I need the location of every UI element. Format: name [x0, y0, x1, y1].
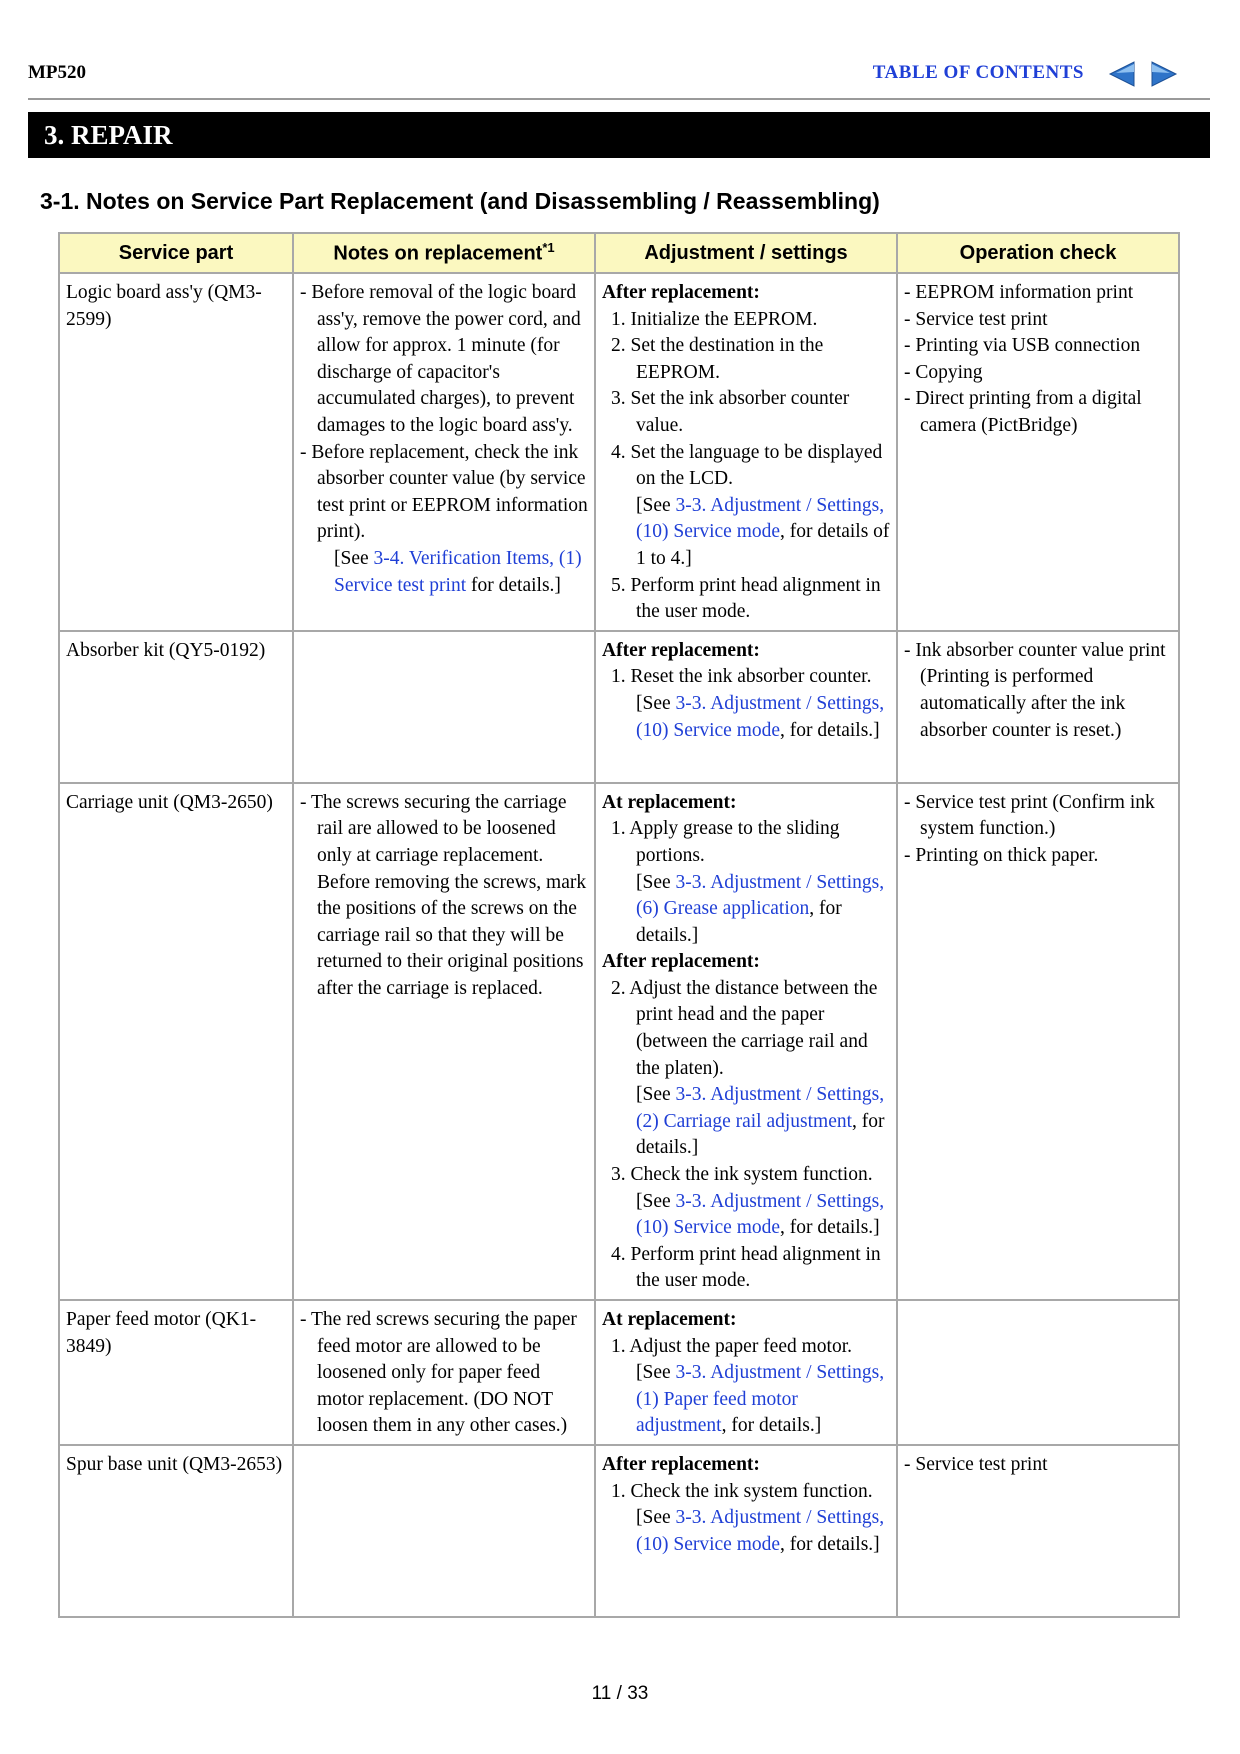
reference-note: [602, 1082, 890, 1162]
check-item: - EEPROM information print: [904, 282, 1134, 303]
column-header-operation-check: Operation check: [898, 234, 1178, 272]
operation-check-cell: [898, 274, 1178, 630]
notes-header-label: Notes on replacement: [333, 242, 543, 265]
adjustment-step: 4. Set the language to be displayed on the LCD.: [611, 441, 883, 490]
adjustment-step: 2. Set the destination in the EEPROM.: [611, 335, 824, 383]
verification-items-link[interactable]: 3-4. Verification Items, (1) Service test print: [334, 547, 582, 596]
stage-label: At replacement:: [602, 1309, 737, 1330]
note-item: - The red screws securing the paper feed motor are allowed to be loosened only for paper feed motor replacement. (DO NOT loosen them in any other cases.): [300, 1309, 577, 1437]
ref-suffix: , for details.]: [721, 1415, 822, 1437]
reference-note: [602, 870, 890, 950]
check-item: - Service test print (Confirm ink system function.): [904, 791, 1155, 840]
section-title: 3. REPAIR: [28, 112, 1210, 158]
ref-suffix: , for details.]: [780, 1533, 880, 1555]
triangle-left-icon[interactable]: [1108, 60, 1136, 88]
adjustment-step: 4. Perform print head alignment in the user mode.: [611, 1243, 881, 1292]
adjustment-step: 1. Apply grease to the sliding portions.: [611, 818, 840, 866]
ref-prefix: [See: [636, 692, 676, 714]
service-part-cell: Logic board ass'y (QM3-2599): [60, 274, 292, 630]
subsection-title: 3-1. Notes on Service Part Replacement (and Disassembling / Reassembling): [40, 188, 880, 214]
note-item: - The screws securing the carriage rail are allowed to be loosened only at carriage replacement. Before removing the screws, mark the positions of the screws on the carriage rail so that they will be returned to their original positions after the carriage is replaced.: [300, 791, 587, 999]
footnote-marker: *1: [542, 240, 555, 256]
check-item: - Printing via USB connection: [904, 335, 1141, 357]
adjustment-cell: [596, 274, 896, 630]
operation-check-cell: [898, 784, 1178, 1299]
notes-cell: [294, 274, 594, 630]
check-item: - Ink absorber counter value print (Printing is performed automatically after the ink absorber counter is reset.): [904, 639, 1166, 741]
adjustment-step: 1. Initialize the EEPROM.: [611, 308, 818, 330]
check-item: - Copying: [904, 361, 983, 383]
service-mode-link[interactable]: 3-3. Adjustment / Settings, (10) Service mode: [636, 1507, 885, 1555]
check-item: - Service test print: [904, 308, 1048, 330]
service-part-cell: Spur base unit (QM3-2653): [60, 1446, 292, 1616]
ref-suffix: , for details.]: [780, 719, 880, 741]
note-item: - Before removal of the logic board ass'y, remove the power cord, and allow for approx. 1 minute (for discharge of capacitor's accumulated charges), to prevent damages to the logic board ass'y.: [300, 282, 581, 436]
ref-suffix: , for details of 1 to 4.]: [636, 521, 890, 569]
ref-prefix: [See: [636, 1362, 676, 1384]
reference-note: [602, 691, 890, 744]
note-item: - Before replacement, check the ink absorber counter value (by service test print or EEPROM information print).: [300, 441, 588, 543]
ref-prefix: [See: [636, 1190, 676, 1212]
reference-note: [602, 1189, 890, 1242]
check-item: - Direct printing from a digital camera (PictBridge): [904, 388, 1142, 436]
adjustment-cell: [596, 1301, 896, 1444]
ref-prefix: [See: [636, 871, 676, 893]
service-mode-link[interactable]: 3-3. Adjustment / Settings, (10) Service mode: [636, 1190, 885, 1239]
stage-label: At replacement:: [602, 791, 737, 813]
paper-feed-motor-adjustment-link[interactable]: 3-3. Adjustment / Settings, (1) Paper feed motor adjustment: [636, 1362, 885, 1437]
adjustment-cell: [596, 784, 896, 1299]
reference-note: [602, 1360, 890, 1440]
ref-suffix: , for details.]: [636, 898, 842, 946]
triangle-right-icon[interactable]: [1150, 60, 1178, 88]
ref-suffix: , for details.]: [780, 1217, 880, 1239]
check-item: - Service test print: [904, 1453, 1048, 1475]
model-name: MP520: [28, 62, 87, 83]
ref-prefix: [See: [334, 547, 374, 569]
stage-label: After replacement:: [602, 282, 760, 303]
adjustment-step: 1. Adjust the paper feed motor.: [611, 1335, 852, 1357]
service-part-cell: Paper feed motor (QK1-3849): [60, 1301, 292, 1444]
operation-check-cell: [898, 1446, 1178, 1616]
column-header-notes: [294, 234, 594, 272]
notes-cell: [294, 632, 594, 782]
operation-check-cell: [898, 632, 1178, 782]
service-part-cell: Absorber kit (QY5-0192): [60, 632, 292, 782]
stage-label: After replacement:: [602, 639, 760, 661]
adjustment-cell: [596, 632, 896, 782]
reference-note: [602, 1505, 890, 1558]
ref-prefix: [See: [636, 494, 676, 516]
adjustment-step: 5. Perform print head alignment in the user mode.: [611, 574, 881, 623]
table-of-contents-link[interactable]: TABLE OF CONTENTS: [872, 62, 1084, 83]
adjustment-step: 3. Check the ink system function.: [611, 1164, 873, 1186]
page-number: 11 / 33: [591, 1683, 649, 1704]
adjustment-step: 3. Set the ink absorber counter value.: [611, 388, 850, 436]
check-item: - Printing on thick paper.: [904, 844, 1099, 866]
adjustment-step: 2. Adjust the distance between the print head and the paper (between the carriage rail and the platen).: [611, 977, 878, 1079]
ref-suffix: for details.]: [466, 574, 561, 596]
stage-label: After replacement:: [602, 951, 760, 973]
service-part-cell: Carriage unit (QM3-2650): [60, 784, 292, 1299]
notes-cell: [294, 784, 594, 1299]
ref-suffix: , for details.]: [636, 1110, 885, 1159]
column-header-service-part: Service part: [60, 234, 292, 272]
carriage-rail-adjustment-link[interactable]: 3-3. Adjustment / Settings, (2) Carriage rail adjustment: [636, 1084, 885, 1132]
column-header-adjustment: Adjustment / settings: [596, 234, 896, 272]
service-mode-link[interactable]: 3-3. Adjustment / Settings, (10) Service mode: [636, 494, 885, 543]
table-row: [60, 1301, 1178, 1444]
notes-cell: [294, 1301, 594, 1444]
grease-application-link[interactable]: 3-3. Adjustment / Settings, (6) Grease application: [636, 871, 885, 920]
notes-cell: [294, 1446, 594, 1616]
reference-note: [602, 493, 890, 573]
table-row: [60, 632, 1178, 782]
adjustment-cell: [596, 1446, 896, 1616]
header-divider: [28, 98, 1210, 100]
adjustment-step: 1. Reset the ink absorber counter.: [611, 666, 872, 688]
stage-label: After replacement:: [602, 1453, 760, 1475]
adjustment-step: 1. Check the ink system function.: [611, 1480, 873, 1502]
service-parts-table: [58, 232, 1180, 1618]
service-mode-link[interactable]: 3-3. Adjustment / Settings, (10) Service mode: [636, 692, 885, 741]
ref-prefix: [See: [636, 1084, 676, 1106]
table-row: [60, 784, 1178, 1299]
table-row: [60, 274, 1178, 630]
ref-prefix: [See: [636, 1507, 676, 1529]
page-header: [28, 60, 1210, 88]
table-header-row: [60, 234, 1178, 272]
reference-note: [300, 546, 588, 599]
operation-check-cell: [898, 1301, 1178, 1444]
table-row: [60, 1446, 1178, 1616]
